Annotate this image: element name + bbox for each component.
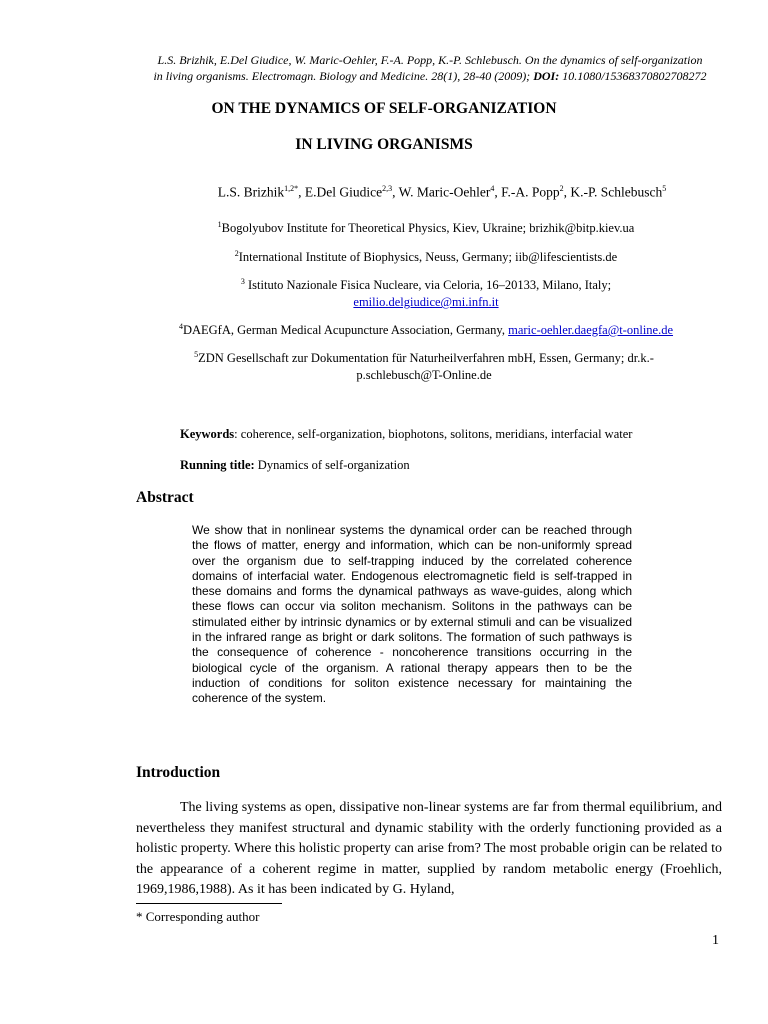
introduction-heading: Introduction [136,764,221,781]
abstract-body: We show that in nonlinear systems the dynamical order can be reached through the flows of matter, energy and information, which can be non-uniformly spread over the organism due to self-trapping induced by the correlated coherence domains of interfacial water. Endogenous electromagnetic field is self-trapped in these domains and forms the dynamical pathways as wave-guides, along which these flows can occur via soliton mechanism. Solitons in the pathways can be stimulated either by intrinsic dynamics or by external stimuli and can be visualized in the infrared range as bright or dark solitons. The formation of such pathways is the consequence of coherence - noncoherence transitions occurring in the biological cycle of the organism. A rational therapy appears then to be the induction of conditions for soliton existence necessary for maintaining the coherence of the system. [192,523,632,706]
citation-doi-label: DOI: [533,69,560,83]
introduction-body [136,798,722,901]
running-title-text: Dynamics of self-organization [254,458,410,472]
citation-journal: in living organisms. Electromagn. Biology and Medicine. 28(1), 28-40 (2009); [153,69,531,83]
author-3: , W. Maric-Oehler [392,184,491,200]
affiliation-1 [0,216,768,237]
affiliation-3 [0,273,768,311]
affiliation-1-marker: 1 [217,220,222,229]
running-title-label: Running title: [180,458,255,472]
author-5-affiliation: 5 [662,184,667,193]
running-title [180,458,410,473]
author-1-affiliation: 1,2* [284,184,299,193]
author-3-affiliation: 4 [490,184,495,193]
affiliation-4 [0,318,768,339]
page-number: 1 [712,933,719,948]
keywords-label: Keywords [180,427,235,441]
affiliation-5-marker: 5 [194,350,199,359]
paper-title-line-1: ON THE DYNAMICS OF SELF-ORGANIZATION [211,100,557,117]
footnote-divider [136,903,282,904]
author-1: L.S. Brizhik [217,184,285,200]
paper-title-line-2: IN LIVING ORGANISMS [295,136,473,153]
author-4-affiliation: 2 [559,184,564,193]
affiliation-5 [0,346,768,384]
introduction-paragraph: The living systems as open, dissipative non-linear systems are far from thermal equilibrium, and nevertheless they manifest structural and dynamic stability with the orderly functioning provided as a holistic property. Where this holistic property can arise from? The most probable origin can be related to the appearance of a coherent regime in matter, supplied by random metabolic energy (Froehlich, 1969,1986,1988). As it has been indicated by G. Hyland, [136,800,722,897]
footnote-text: Corresponding author [142,909,260,924]
citation-line-1: L.S. Brizhik, E.Del Giudice, W. Maric-Oehler, F.-A. Popp, K.-P. Schlebusch. On the dynamics of self-organization [157,53,703,67]
affiliation-4-email-link[interactable]: maric-oehler.daegfa@t-online.de [508,323,674,338]
author-list [0,184,768,201]
affiliation-4-marker: 4 [178,322,183,331]
affiliation-5-text: ZDN Gesellschaft zur Dokumentation für Naturheilverfahren mbH, Essen, Germany; dr.k.- [198,351,654,366]
citation-header [130,52,730,84]
affiliation-3-marker: 3 [240,277,245,286]
author-5: , K.-P. Schlebusch [563,184,663,200]
author-2: , E.Del Giudice [298,184,383,200]
affiliation-3-email-link[interactable]: emilio.delgiudice@mi.infn.it [353,295,499,310]
keywords [180,427,632,442]
affiliation-1-text: Bogolyubov Institute for Theoretical Physics, Kiev, Ukraine; brizhik@bitp.kiev.ua [221,221,635,236]
citation-line-2 [130,68,730,84]
affiliation-2 [0,245,768,266]
keywords-text: : coherence, self-organization, biophotons, solitons, meridians, interfacial water [234,427,633,441]
author-4: , F.-A. Popp [494,184,560,200]
citation-doi: 10.1080/15368370802708272 [562,69,707,83]
affiliation-2-marker: 2 [234,249,239,258]
affiliation-2-text: International Institute of Biophysics, Neuss, Germany; iib@lifescientists.de [238,250,618,265]
affiliation-5-text-line-2: p.schlebusch@T-Online.de [356,368,492,383]
author-2-affiliation: 2,3 [382,184,393,193]
footnote-marker: * [136,909,143,924]
affiliation-3-text: Istituto Nazionale Fisica Nucleare, via Celoria, 16–20133, Milano, Italy; [244,278,612,293]
abstract-heading: Abstract [136,489,194,506]
affiliation-4-text: DAEGfA, German Medical Acupuncture Association, Germany, [182,323,509,338]
footnote [136,909,259,925]
